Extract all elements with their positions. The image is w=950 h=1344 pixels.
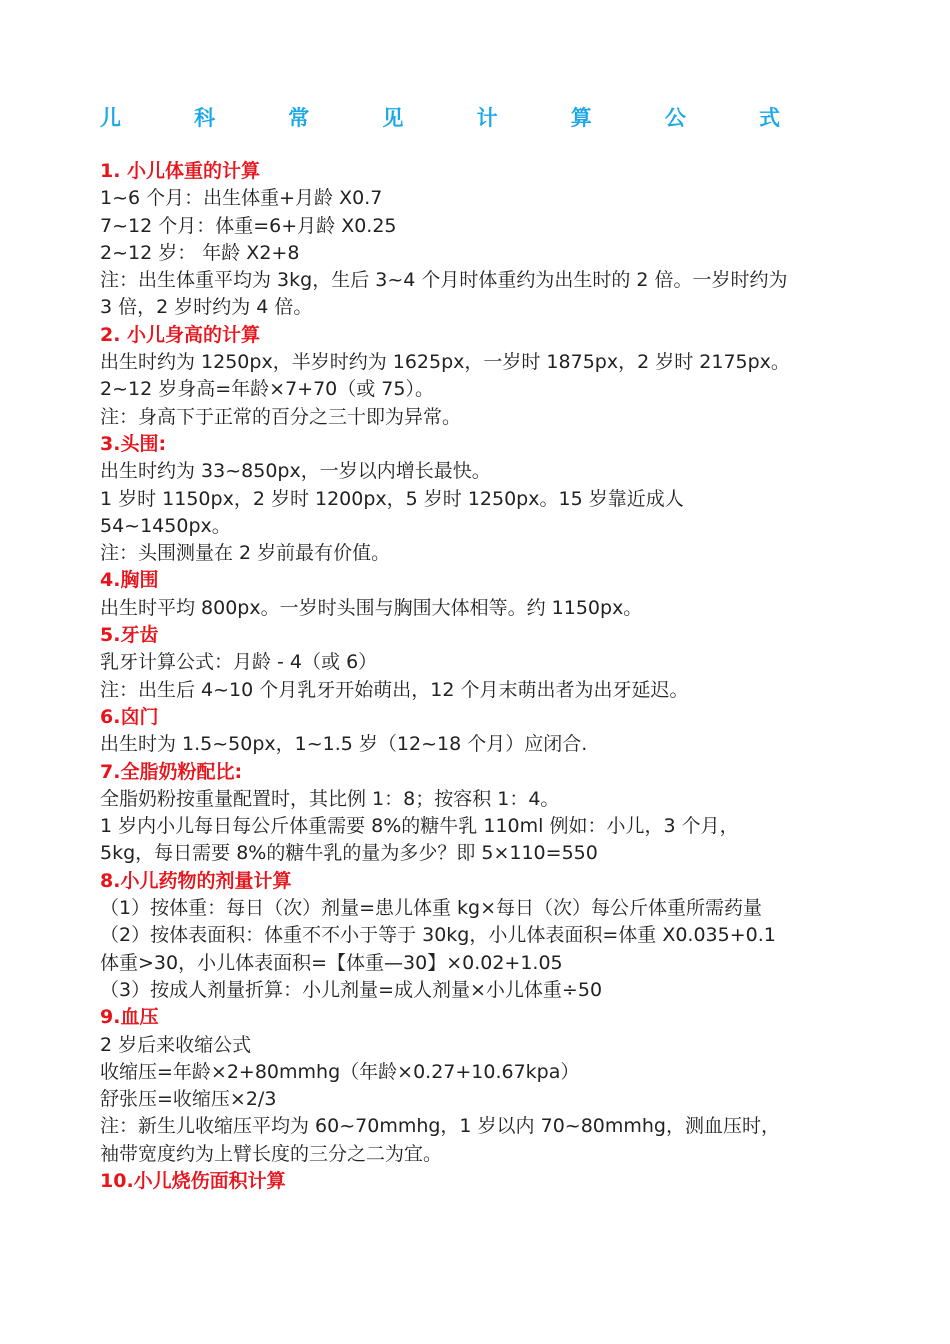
title-char: 算 bbox=[570, 106, 592, 130]
section-line: （2）按体表面积：体重不不小于等于 30kg，小儿体表面积=体重 X0.035+0.1 bbox=[100, 924, 776, 947]
section-line: （3）按成人剂量折算：小儿剂量=成人剂量×小儿体重÷50 bbox=[100, 978, 603, 1001]
title-char: 常 bbox=[288, 106, 310, 130]
section-line: 54~1450px。 bbox=[100, 514, 231, 537]
page-title bbox=[100, 100, 780, 136]
section-line: 1 岁时 1150px，2 岁时 1200px，5 岁时 1250px。15 岁靠近成人 bbox=[100, 487, 684, 510]
section-heading: 6.囟门 bbox=[100, 705, 159, 728]
title-char: 见 bbox=[382, 106, 404, 130]
section-heading: 4.胸围 bbox=[100, 569, 159, 592]
section-line: 5kg，每日需要 8%的糖牛乳的量为多少？即 5×110=550 bbox=[100, 842, 598, 865]
section-heading: 7.全脂奶粉配比: bbox=[100, 760, 243, 783]
section-heading: 5.牙齿 bbox=[100, 624, 159, 647]
section bbox=[100, 704, 840, 759]
section-line: 收缩压=年龄×2+80mmhg（年龄×0.27+10.67kpa） bbox=[100, 1060, 580, 1083]
section-line: 1 岁内小儿每日每公斤体重需要 8%的糖牛乳 110ml 例如：小儿，3 个月， bbox=[100, 815, 739, 838]
section-line: 舒张压=收缩压×2/3 bbox=[100, 1088, 277, 1111]
section-line: 注：身高下于正常的百分之三十即为异常。 bbox=[100, 405, 462, 428]
section bbox=[100, 759, 840, 868]
section-line: 出生时为 1.5~50px，1~1.5 岁（12~18 个月）应闭合. bbox=[100, 733, 588, 756]
section bbox=[100, 868, 840, 1004]
section-heading: 10.小儿烧伤面积计算 bbox=[100, 1169, 286, 1192]
section-line: 体重>30，小儿体表面积=【体重—30】×0.02+1.05 bbox=[100, 951, 563, 974]
section-line: 2~12 岁身高=年龄×7+70（或 75）。 bbox=[100, 378, 434, 401]
section bbox=[100, 322, 840, 431]
section-line: 出生时平均 800px。一岁时头围与胸围大体相等。约 1150px。 bbox=[100, 596, 643, 619]
section-line: 7~12 个月：体重=6+月龄 X0.25 bbox=[100, 214, 397, 237]
section-line: 注：出生后 4~10 个月乳牙开始萌出，12 个月末萌出者为出牙延迟。 bbox=[100, 678, 689, 701]
section bbox=[100, 567, 840, 622]
document-body bbox=[100, 158, 840, 1195]
title-char: 计 bbox=[476, 106, 498, 130]
section-line: （1）按体重：每日（次）剂量=患儿体重 kg×每日（次）每公斤体重所需药量 bbox=[100, 897, 763, 920]
section-heading: 1. 小儿体重的计算 bbox=[100, 160, 261, 182]
section-line: 袖带宽度约为上臂长度的三分之二为宜。 bbox=[100, 1142, 443, 1165]
section-line: 全脂奶粉按重量配置时，其比例 1：8；按容积 1：4。 bbox=[100, 787, 560, 810]
section bbox=[100, 1168, 840, 1195]
section bbox=[100, 622, 840, 704]
section-line: 1~6 个月：出生体重+月龄 X0.7 bbox=[100, 187, 383, 210]
section-line: 注：头围测量在 2 岁前最有价值。 bbox=[100, 542, 391, 565]
section bbox=[100, 1004, 840, 1168]
section bbox=[100, 158, 840, 322]
title-char: 科 bbox=[194, 106, 216, 130]
section-line: 出生时约为 1250px，半岁时约为 1625px，一岁时 1875px，2 岁时 2175px。 bbox=[100, 351, 790, 374]
section-heading: 2. 小儿身高的计算 bbox=[100, 323, 261, 346]
section-heading: 3.头围: bbox=[100, 432, 167, 455]
title-char: 公 bbox=[664, 106, 686, 130]
section-heading: 9.血压 bbox=[100, 1006, 159, 1029]
title-char: 式 bbox=[758, 106, 780, 130]
section-line: 出生时约为 33~850px，一岁以内增长最快。 bbox=[100, 460, 491, 483]
title-char: 儿 bbox=[100, 106, 121, 130]
section-heading: 8.小儿药物的剂量计算 bbox=[100, 869, 292, 892]
section-line: 2 岁后来收缩公式 bbox=[100, 1033, 252, 1056]
section-line: 乳牙计算公式：月龄 - 4（或 6） bbox=[100, 651, 378, 674]
section bbox=[100, 431, 840, 567]
section-line: 2~12 岁： 年龄 X2+8 bbox=[100, 241, 300, 264]
section-line: 注：出生体重平均为 3kg，生后 3~4 个月时体重约为出生时的 2 倍。一岁时约为 bbox=[100, 269, 788, 292]
section-line: 3 倍，2 岁时约为 4 倍。 bbox=[100, 296, 313, 319]
section-line: 注：新生儿收缩压平均为 60~70mmhg，1 岁以内 70~80mmhg，测血压时， bbox=[100, 1115, 780, 1138]
